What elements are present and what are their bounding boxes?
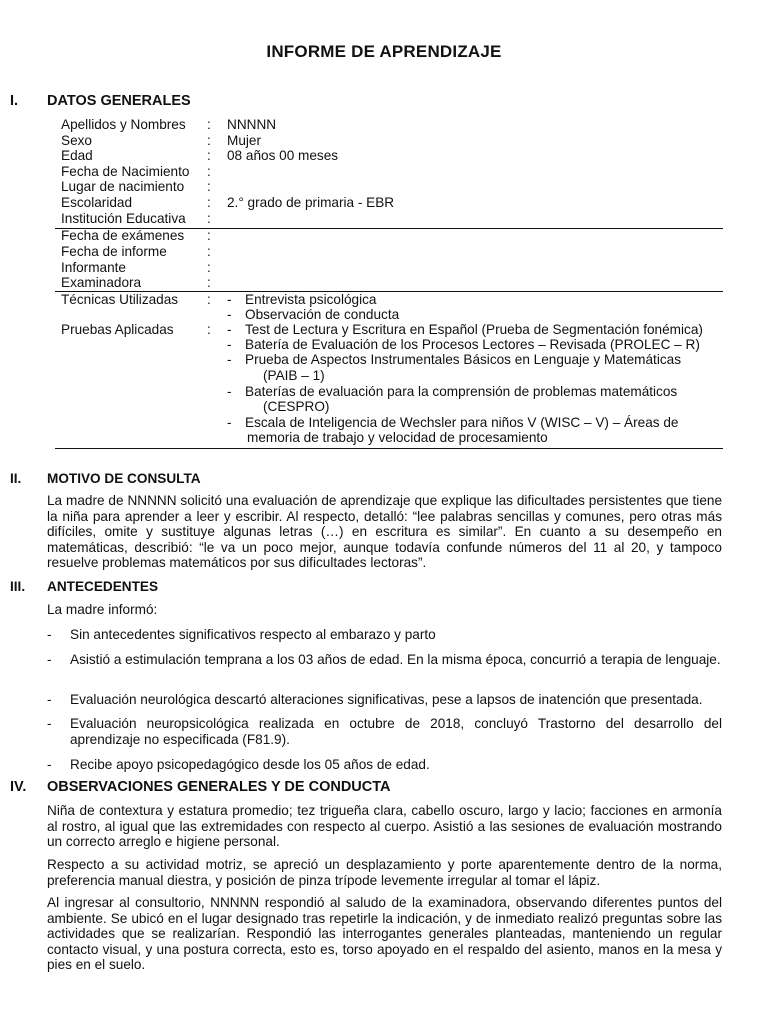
label-informante: Informante — [61, 260, 126, 275]
row-sexo — [61, 133, 721, 149]
colon: : — [207, 133, 211, 148]
motivo-paragraph: La madre de NNNNN solicitó una evaluación de aprendizaje que explique las dificultades persistentes que tiene la niña para aprender a leer y escribir. Al respecto, detalló: “lee palabras sencillas y comunes, pero otras más difíciles, omite y sustituye algunas letras (…) en escritura es similar”. En cuanto a su desempeño en matemáticas, describió: “le va un poco mejor, aunque todavía confunde números del 11 al 20, y tampoco resuelve problemas matemáticos por sus dificultades lectoras”. — [47, 493, 722, 570]
row-pruebas-1 — [61, 322, 721, 338]
label-examinadora: Examinadora — [61, 275, 142, 290]
colon: : — [207, 211, 211, 226]
row-pruebas-4 — [61, 384, 721, 400]
section-2-number: II. — [10, 471, 22, 486]
label-pruebas: Pruebas Aplicadas — [61, 322, 174, 337]
row-pruebas-5 — [61, 415, 721, 431]
list-dash: - — [227, 292, 232, 307]
label-apellidos: Apellidos y Nombres — [61, 117, 186, 132]
colon: : — [207, 292, 211, 307]
list-dash: - — [227, 352, 232, 367]
list-dash: - — [227, 384, 232, 399]
label-edad: Edad — [61, 148, 93, 163]
value-edad: 08 años 00 meses — [227, 148, 339, 163]
colon: : — [207, 260, 211, 275]
row-institucion — [61, 211, 721, 227]
section-3-number: III. — [10, 579, 26, 594]
label-sexo: Sexo — [61, 133, 92, 148]
section-2-title: MOTIVO DE CONSULTA — [47, 471, 201, 486]
list-dash: - — [227, 415, 232, 430]
row-tecnicas-2 — [61, 307, 721, 323]
section-4-number: IV. — [10, 779, 27, 795]
list-item: Evaluación neurológica descartó alteraciones significativas, pese a lapsos de inatención que presentada. — [70, 692, 703, 707]
label-institucion: Institución Educativa — [61, 211, 186, 226]
list-item: Sin antecedentes significativos respecto al embarazo y parto — [70, 627, 436, 642]
list-item: Asistió a estimulación temprana a los 03 años de edad. En la misma época, concurrió a terapia de lenguaje. — [70, 652, 721, 667]
row-apellidos — [61, 117, 721, 133]
row-informante — [61, 260, 721, 276]
prueba-item-continuation: (CESPRO) — [263, 399, 330, 414]
value-apellidos: NNNNN — [227, 117, 277, 132]
row-tecnicas-1 — [61, 292, 721, 308]
prueba-item: Baterías de evaluación para la comprensión de problemas matemáticos — [245, 384, 678, 399]
prueba-item-continuation: memoria de trabajo y velocidad de procesamiento — [247, 430, 548, 445]
observaciones-paragraph-1: Niña de contextura y estatura promedio; tez trigueña clara, cabello oscuro, largo y lacio; facciones en armonía al rostro, al igual que las extremidades con respecto al cuerpo. Asistió a las sesiones de evaluación mostrando un correcto arreglo e higiene personal. — [47, 803, 722, 849]
colon: : — [207, 275, 211, 290]
row-lugar-nacimiento — [61, 179, 721, 195]
document-title: INFORME DE APRENDIZAJE — [266, 42, 502, 61]
row-pruebas-3b — [61, 368, 721, 384]
row-fecha-examenes — [61, 228, 721, 244]
colon: : — [207, 195, 211, 210]
antecedentes-intro: La madre informó: — [47, 602, 158, 617]
colon: : — [207, 164, 211, 179]
label-fecha-informe: Fecha de informe — [61, 244, 167, 259]
section-3-title: ANTECEDENTES — [47, 579, 159, 594]
label-escolaridad: Escolaridad — [61, 195, 133, 210]
list-item: Evaluación neuropsicológica realizada en octubre de 2018, concluyó Trastorno del desarrollo del aprendizaje no especificada (F81.9). — [70, 716, 722, 747]
row-pruebas-4b — [61, 399, 721, 415]
section-4-title: OBSERVACIONES GENERALES Y DE CONDUCTA — [47, 779, 391, 795]
value-sexo: Mujer — [227, 133, 261, 148]
row-escolaridad — [61, 195, 721, 211]
prueba-item: Batería de Evaluación de los Procesos Lectores – Revisada (PROLEC – R) — [245, 337, 700, 352]
row-pruebas-2 — [61, 337, 721, 353]
colon: : — [207, 117, 211, 132]
label-lugar-nacimiento: Lugar de nacimiento — [61, 179, 185, 194]
prueba-item: Escala de Inteligencia de Wechsler para niños V (WISC – V) – Áreas de — [245, 415, 679, 430]
colon: : — [207, 148, 211, 163]
section-1-title: DATOS GENERALES — [47, 93, 191, 109]
label-fecha-examenes: Fecha de exámenes — [61, 228, 185, 243]
list-dash: - — [47, 757, 52, 772]
value-escolaridad: 2.° grado de primaria - EBR — [227, 195, 395, 210]
tecnica-item: Entrevista psicológica — [245, 292, 377, 307]
list-item: Recibe apoyo psicopedagógico desde los 05 años de edad. — [70, 757, 430, 772]
observaciones-paragraph-3: Al ingresar al consultorio, NNNNN respondió al saludo de la examinadora, observando diferentes puntos del ambiente. Se ubicó en el lugar designado tras repetirle la indicación, y de inmediato realizó preguntas sobre las actividades que se realizarían. Respondió las interrogantes generales planteadas, manteniendo un regular contacto visual, y una postura correcta, esto es, torso apoyado en el respaldo del asiento, manos en la mesa y pies en el suelo. — [47, 895, 722, 972]
section-1-number: I. — [10, 93, 19, 109]
list-dash: - — [47, 627, 52, 642]
list-dash: - — [227, 322, 232, 337]
row-pruebas-5b — [61, 430, 721, 446]
list-dash: - — [47, 652, 52, 667]
observaciones-paragraph-2: Respecto a su actividad motriz, se apreció un desplazamiento y porte aparentemente dentro de la norma, preferencia manual diestra, y posición de pinza trípode levemente irregular al tomar el lápiz. — [47, 857, 722, 888]
list-dash: - — [47, 692, 52, 707]
list-dash: - — [227, 337, 232, 352]
row-fecha-informe — [61, 244, 721, 260]
row-fecha-nacimiento — [61, 164, 721, 180]
label-tecnicas: Técnicas Utilizadas — [61, 292, 179, 307]
list-dash: - — [47, 716, 52, 731]
label-fecha-nacimiento: Fecha de Nacimiento — [61, 164, 190, 179]
tecnica-item: Observación de conducta — [245, 307, 400, 322]
divider-line — [55, 448, 723, 449]
row-examinadora — [61, 275, 721, 291]
colon: : — [207, 228, 211, 243]
colon: : — [207, 322, 211, 337]
colon: : — [207, 244, 211, 259]
prueba-item-continuation: (PAIB – 1) — [263, 368, 325, 383]
row-edad — [61, 148, 721, 164]
colon: : — [207, 179, 211, 194]
list-dash: - — [227, 307, 232, 322]
prueba-item: Test de Lectura y Escritura en Español (Prueba de Segmentación fonémica) — [245, 322, 703, 337]
row-pruebas-3 — [61, 352, 721, 368]
prueba-item: Prueba de Aspectos Instrumentales Básicos en Lenguaje y Matemáticas — [245, 352, 682, 367]
